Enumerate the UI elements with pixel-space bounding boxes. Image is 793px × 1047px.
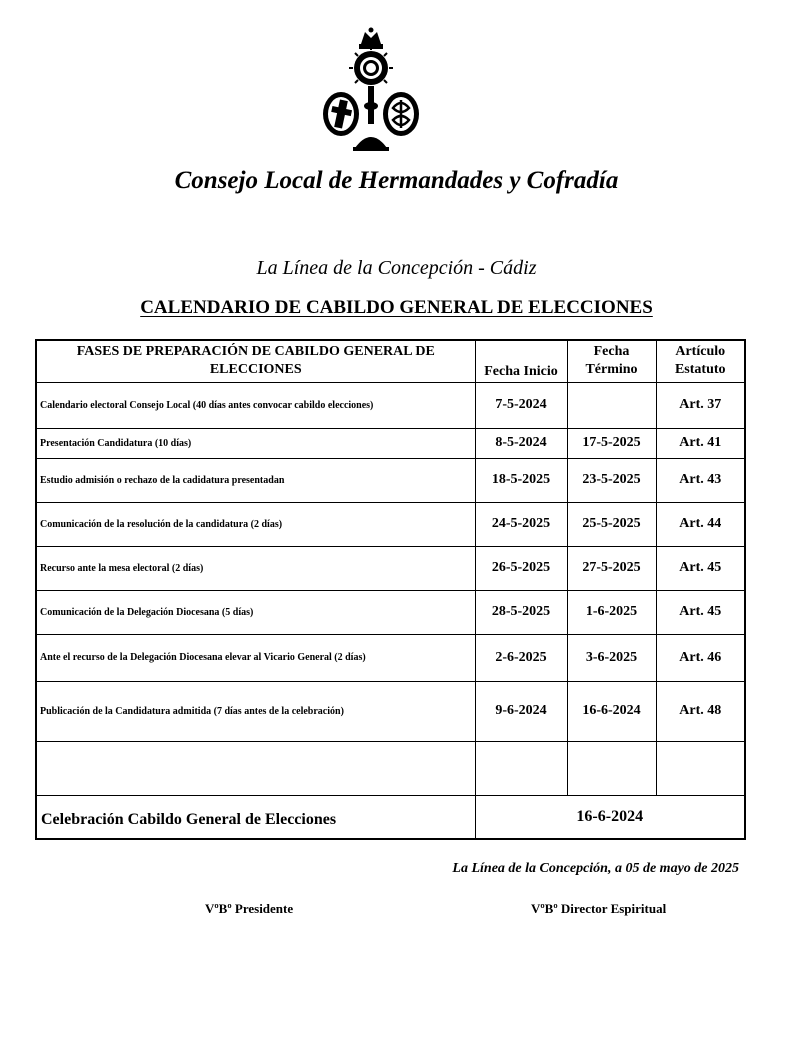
table-row [36,502,745,546]
header-end-date [567,340,656,382]
empty-cell [656,741,745,795]
article-cell: Art. 46 [656,634,745,681]
celebration-date: 16-6-2024 [475,795,745,839]
end-date-cell: 16-6-2024 [567,681,656,741]
article-cell: Art. 41 [656,428,745,458]
end-date-cell: 23-5-2025 [567,458,656,502]
election-schedule-table [35,339,746,840]
table-row [36,681,745,741]
brotherhood-emblem [317,26,425,158]
table-row [36,458,745,502]
table-header-row [36,340,745,382]
end-date-cell: 1-6-2025 [567,590,656,634]
header-phase: FASES DE PREPARACIÓN DE CABILDO GENERAL DE ELECCIONES [36,340,475,382]
start-date-cell: 2-6-2025 [475,634,567,681]
header-start-date: Fecha Inicio [475,340,567,382]
document-title [0,297,793,319]
end-date-cell: 3-6-2025 [567,634,656,681]
article-cell: Art. 44 [656,502,745,546]
header-article-line1: Artículo [675,344,726,360]
end-date-cell: 17-5-2025 [567,428,656,458]
table-row [36,546,745,590]
celebration-label: Celebración Cabildo General de Elecciones [36,795,475,839]
phase-cell: Presentación Candidatura (10 días) [36,428,475,458]
start-date-cell: 7-5-2024 [475,382,567,428]
start-date-cell: 24-5-2025 [475,502,567,546]
article-cell: Art. 37 [656,382,745,428]
phase-cell: Calendario electoral Consejo Local (40 días antes convocar cabildo elecciones) [36,382,475,428]
document-title-text: CALENDARIO DE CABILDO GENERAL DE ELECCIONES [140,297,653,318]
phase-cell: Recurso ante la mesa electoral (2 días) [36,546,475,590]
phase-cell: Estudio admisión o rechazo de la cadidatura presentadan [36,458,475,502]
start-date-cell: 8-5-2024 [475,428,567,458]
header-article [656,340,745,382]
place-and-date: La Línea de la Concepción, a 05 de mayo de 2025 [452,861,739,876]
phase-cell: Comunicación de la Delegación Diocesana (5 días) [36,590,475,634]
end-date-cell: 25-5-2025 [567,502,656,546]
empty-cell [36,741,475,795]
table-row [36,590,745,634]
article-cell: Art. 43 [656,458,745,502]
location-subtitle: La Línea de la Concepción - Cádiz [256,257,537,279]
start-date-cell: 28-5-2025 [475,590,567,634]
phase-cell: Publicación de la Candidatura admitida (7 días antes de la celebración) [36,681,475,741]
header-end-line1: Fecha [593,344,630,360]
end-date-cell: 27-5-2025 [567,546,656,590]
article-cell: Art. 45 [656,546,745,590]
table-row-empty [36,741,745,795]
signature-director: VºBº Director Espiritual [531,901,667,916]
organization-title: Consejo Local de Hermandades y Cofradía [174,167,619,194]
table-row [36,382,745,428]
start-date-cell: 9-6-2024 [475,681,567,741]
empty-cell [475,741,567,795]
table-row [36,428,745,458]
table-row [36,634,745,681]
phase-cell: Comunicación de la resolución de la candidatura (2 días) [36,502,475,546]
article-cell: Art. 45 [656,590,745,634]
signature-president: VºBº Presidente [205,901,294,916]
header-article-line2: Estatuto [674,362,726,378]
empty-cell [567,741,656,795]
end-date-cell [567,382,656,428]
phase-cell: Ante el recurso de la Delegación Diocesana elevar al Vicario General (2 días) [36,634,475,681]
start-date-cell: 26-5-2025 [475,546,567,590]
article-cell: Art. 48 [656,681,745,741]
header-end-line2: Término [585,362,638,378]
start-date-cell: 18-5-2025 [475,458,567,502]
final-row [36,795,745,839]
